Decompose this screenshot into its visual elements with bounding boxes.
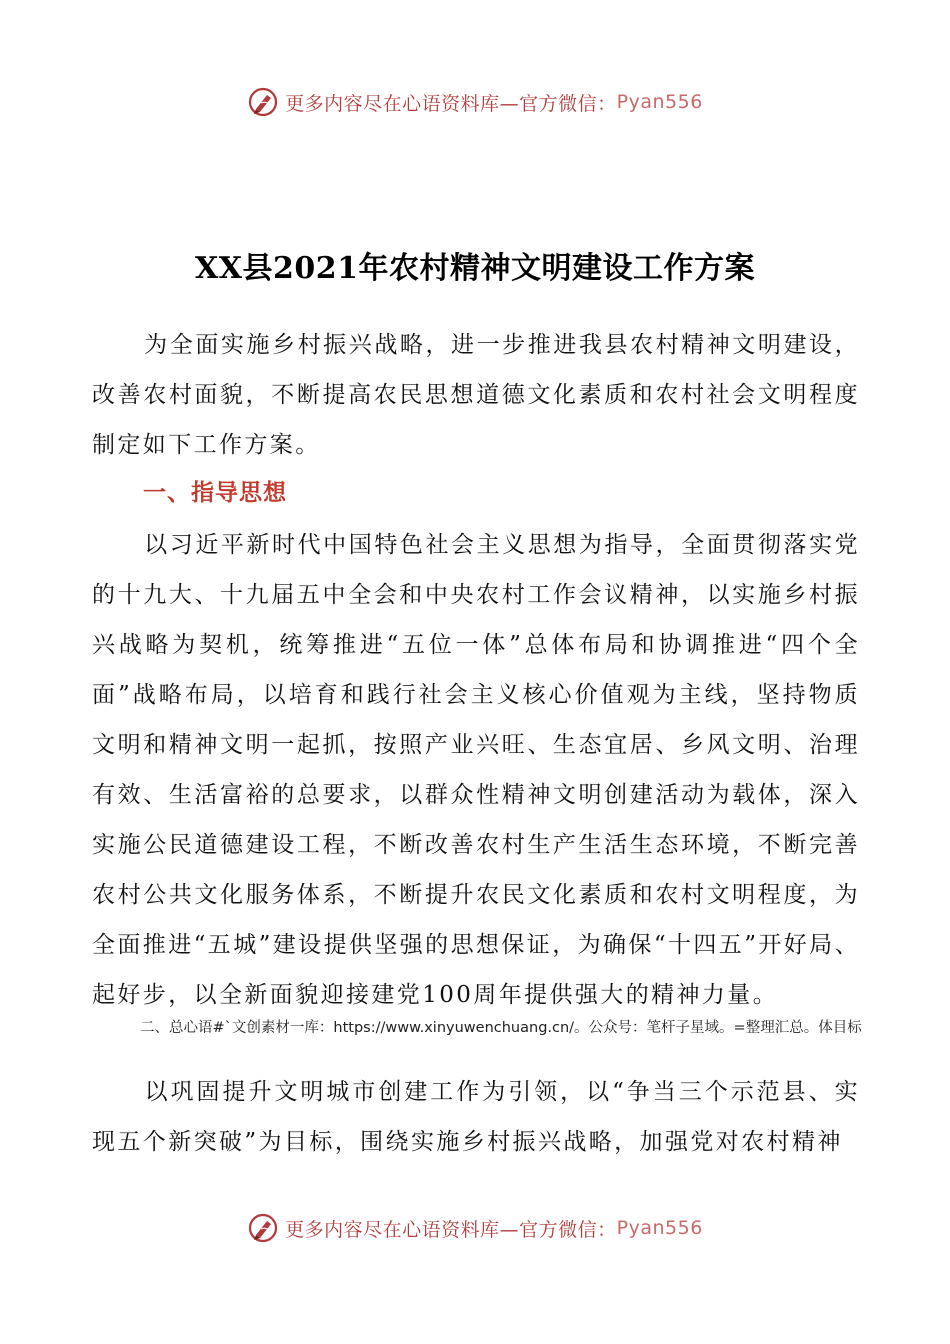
section1-paragraph (92, 520, 860, 1020)
section1-text: 以习近平新时代中国特色社会主义思想为指导，全面贯彻落实党的十九大、十九届五中全会和中央农村工作会议精神，以实施乡村振兴战略为契机，统筹推进“五位一体”总体布局和协调推进“四个全面”战略布局，以培育和践行社会主义核心价值观为主线，坚持物质文明和精神文明一起抓，按照产业兴旺、生态宜居、乡风文明、治理有效、生活富裕的总要求，以群众性精神文明创建活动为载体，深入实施公民道德建设工程，不断改善农村生产生活生态环境，不断完善农村公共文化服务体系，不断提升农民文化素质和农村文明程度，为全面推进“五城”建设提供坚强的思想保证，为确保“十四五”开好局、起好步，以全新面貌迎接建党100周年提供强大的精神力量。 (92, 532, 860, 1008)
section2-paragraph (92, 1067, 860, 1167)
document-title: XX县2021年农村精神文明建设工作方案 (194, 251, 756, 286)
pen-logo-icon (247, 86, 279, 118)
watermark-text: 二、总心语#`文创素材一库：https://www.xinyuwenchuang.cn/。公众号：笔杆子星域。=整理汇总。体目标 (140, 1020, 862, 1036)
pen-logo-icon (247, 1212, 279, 1244)
intro-text: 为全面实施乡村振兴战略，进一步推进我县农村精神文明建设，改善农村面貌，不断提高农民思想道德文化素质和农村社会文明程度制定如下工作方案。 (92, 332, 860, 458)
intro-paragraph (92, 320, 860, 470)
header-banner (0, 82, 950, 122)
footer-banner (0, 1208, 950, 1248)
footer-banner-text: 更多内容尽在心语资料库—官方微信： (285, 1218, 617, 1241)
header-banner-text: 更多内容尽在心语资料库—官方微信： (285, 92, 617, 115)
section-heading-guiding-ideology: 一、指导思想 (143, 480, 287, 506)
header-banner-wechat-id: Pyan556 (616, 91, 703, 113)
watermark-line (92, 1016, 872, 1040)
section2-text: 以巩固提升文明城市创建工作为引领，以“争当三个示范县、实现五个新突破”为目标，围绕实施乡村振兴战略，加强党对农村精神 (92, 1079, 860, 1155)
footer-banner-wechat-id: Pyan556 (616, 1217, 703, 1239)
